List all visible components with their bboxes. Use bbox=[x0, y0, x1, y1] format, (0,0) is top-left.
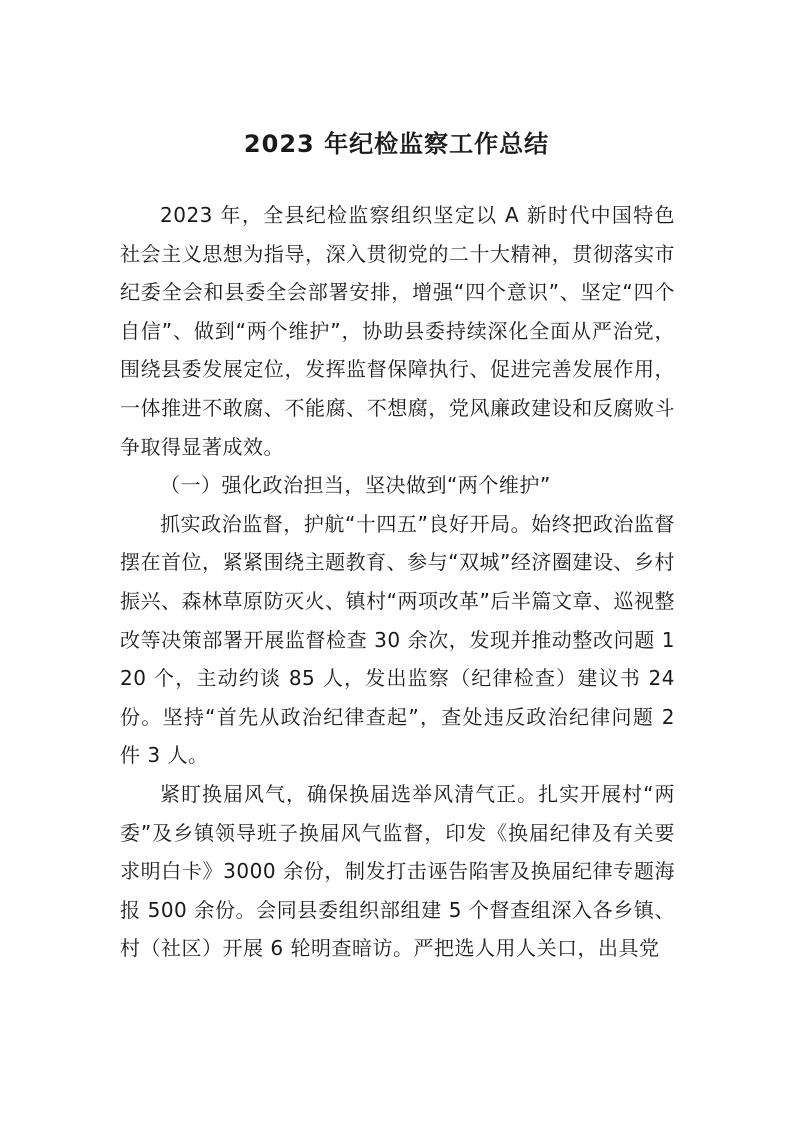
paragraph-intro: 2023 年，全县纪检监察组织坚定以 A 新时代中国特色社会主义思想为指导，深入贯彻党的二十大精神，贯彻落实市纪委全会和县委全会部署安排，增强“四个意识”、坚定“四个自信”、做到“两个维护”，协助县委持续深化全面从严治党，围绕县委发展定位，发挥监督保障执行、促进完善发展作用，一体推进不敢腐、不能腐、不想腐，党风廉政建设和反腐败斗争取得显著成效。 bbox=[120, 203, 675, 459]
section-heading-1: （一）强化政治担当，坚决做到“两个维护” bbox=[160, 473, 551, 498]
paragraph-election-supervision: 紧盯换届风气，确保换届选举风清气正。扎实开展村“两委”及乡镇领导班子换届风气监督，印发《换届纪律及有关要求明白卡》3000 余份，制发打击诬告陷害及换届纪律专题海报 500 余份。会同县委组织部组建 5 个督查组深入各乡镇、村（社区）开展 6 轮明查暗访。严把选人用人关口，出具党 bbox=[120, 781, 675, 961]
paragraph-political-supervision: 抓实政治监督，护航“十四五”良好开局。始终把政治监督摆在首位，紧紧围绕主题教育、参与“双城”经济圈建设、乡村振兴、森林草原防灭火、镇村“两项改革”后半篇文章、巡视整改等决策部署开展监督检查 30 余次，发现并推动整改问题 120 个，主动约谈 85 人，发出监察（纪律检查）建议书 24 份。坚持“首先从政治纪律查起”，查处违反政治纪律问题 2 件 3 人。 bbox=[120, 511, 675, 768]
document-body bbox=[120, 196, 675, 968]
document-title: 2023 年纪检监察工作总结 bbox=[243, 130, 550, 158]
